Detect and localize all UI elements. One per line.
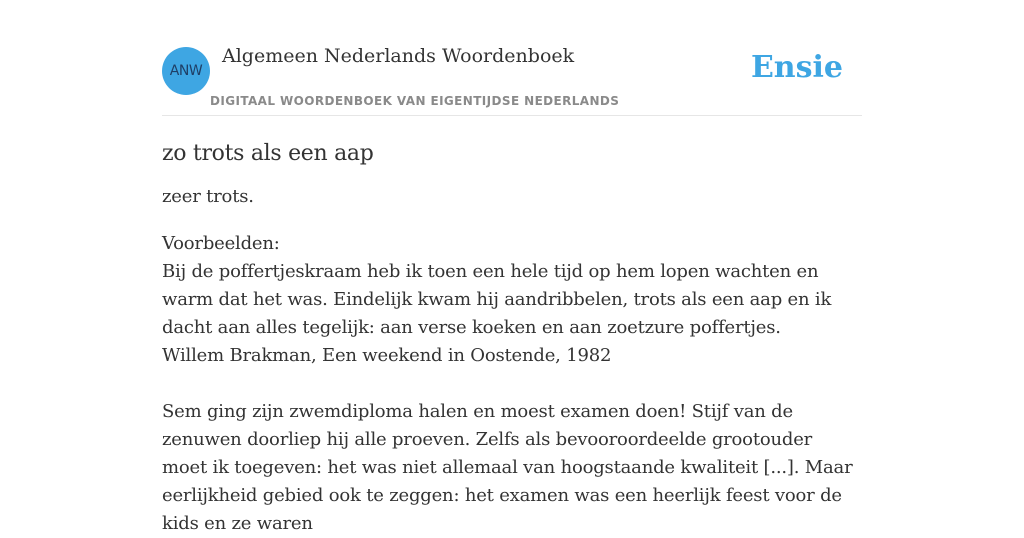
examples-section xyxy=(162,230,862,538)
entry-headword: zo trots als een aap xyxy=(162,141,374,166)
entry-content xyxy=(162,138,862,538)
site-title[interactable]: Algemeen Nederlands Woordenboek xyxy=(222,45,575,67)
example-text: Sem ging zijn zwemdiploma halen en moest examen doen! Stijf van de zenuwen doorliep hij alle proeven. Zelfs als bevooroordeelde grootouder moet ik toegeven: het was niet allemaal van hoogstaande kwaliteit [...]. Maar eerlijkheid gebied ook te zeggen: het examen was een heerlijk feest voor de kids en ze waren xyxy=(162,401,853,534)
site-header xyxy=(162,0,862,116)
anw-logo[interactable] xyxy=(162,47,210,95)
site-subtitle: DIGITAAL WOORDENBOEK VAN EIGENTIJDSE NEDERLANDS xyxy=(210,94,620,108)
entry-definition: zeer trots. xyxy=(162,186,254,207)
example-text: Bij de poffertjeskraam heb ik toen een hele tijd op hem lopen wachten en warm dat het was. Eindelijk kwam hij aandribbelen, trots als een aap en ik dacht aan alles tegelijk: aan verse koeken en aan zoetzure poffertjes. xyxy=(162,261,832,338)
example-item xyxy=(162,258,862,370)
ensie-brand-link[interactable]: Ensie xyxy=(750,50,843,85)
example-item xyxy=(162,398,862,538)
examples-label: Voorbeelden: xyxy=(162,233,280,254)
example-source: Willem Brakman, Een weekend in Oostende, 1982 xyxy=(162,345,612,366)
logo-text: ANW xyxy=(169,63,203,79)
